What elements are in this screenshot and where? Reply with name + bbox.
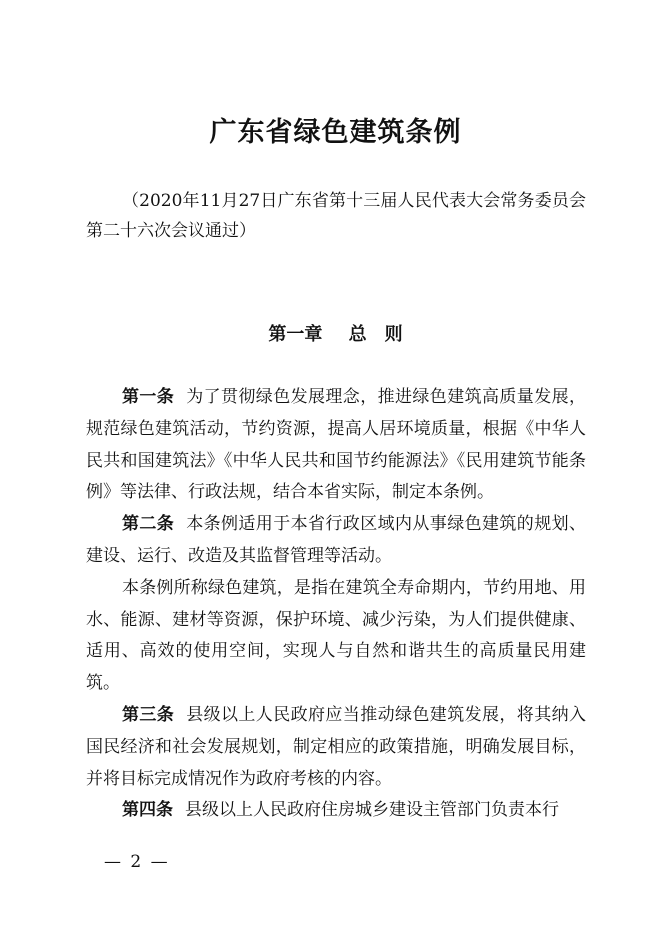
article-3: [86, 700, 586, 795]
document-subtitle: （2020年11月27日广东省第十三届人民代表大会常务委员会第二十六次会议通过）: [86, 191, 586, 241]
chapter-heading: [0, 320, 671, 346]
article-text: 本条例所称绿色建筑，是指在建筑全寿命期内，节约用地、用水、能源、建材等资源，保护环境、减少污染，为人们提供健康、适用、高效的使用空间，实现人与自然和谐共生的高质量民用建筑。: [86, 577, 586, 694]
article-number: 第三条: [122, 704, 175, 725]
article-number: 第四条: [122, 800, 173, 821]
article-text: 县级以上人民政府应当推动绿色建筑发展，将其纳入国民经济和社会发展规划，制定相应的政策措施，明确发展目标，并将目标完成情况作为政府考核的内容。: [86, 704, 587, 789]
article-2-paragraph-2: [86, 573, 586, 700]
article-number: 第二条: [122, 514, 175, 535]
document-body: [86, 382, 586, 827]
chapter-title: 总 则: [348, 324, 403, 345]
document-title: 广东省绿色建筑条例: [209, 117, 462, 148]
article-2: [86, 509, 586, 573]
article-4: [86, 795, 586, 827]
article-text: 县级以上人民政府住房城乡建设主管部门负责本行: [185, 800, 559, 821]
page-number: — 2 —: [104, 852, 170, 872]
article-number: 第一条: [122, 387, 175, 407]
article-text: 为了贯彻绿色发展理念，推进绿色建筑高质量发展，规范绿色建筑活动，节约资源，提高人居环境质量，根据《中华人民共和国建筑法》《中华人民共和国节约能源法》《民用建筑节能条例》等法律、行政法规，结合本省实际，制定本条例。: [86, 387, 587, 503]
chapter-number: 第一章: [268, 324, 323, 345]
article-1: [86, 382, 586, 509]
article-text: 本条例适用于本省行政区域内从事绿色建筑的规划、建设、运行、改造及其监督管理等活动。: [86, 514, 587, 566]
